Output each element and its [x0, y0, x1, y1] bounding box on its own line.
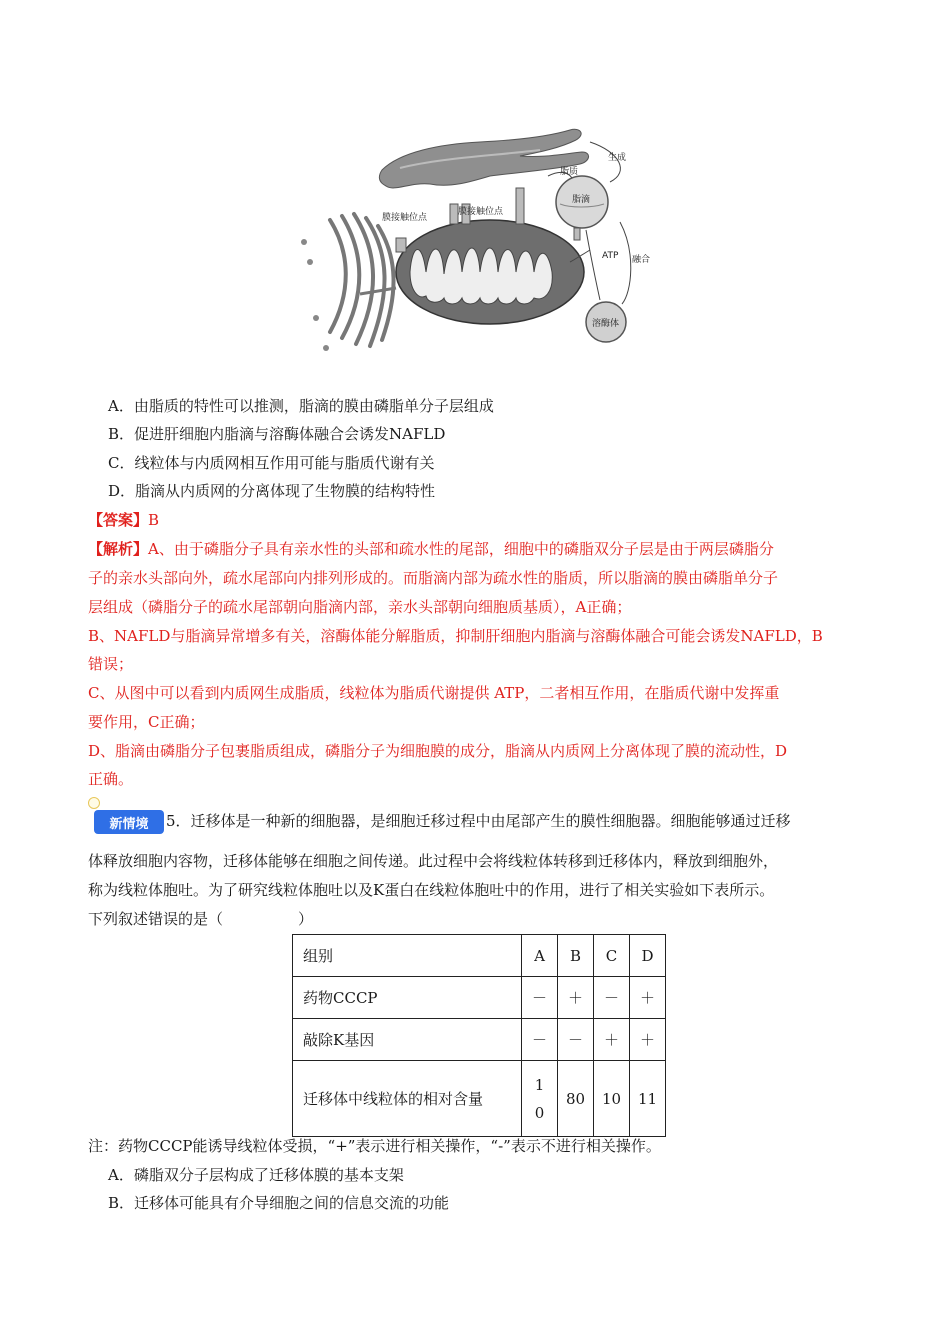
- table-row: [293, 1061, 666, 1137]
- analysis-line-3: 层组成（磷脂分子的疏水尾部朝向脂滴内部，亲水头部朝向细胞质基质），A正确；: [88, 598, 632, 616]
- analysis-label: 【解析】: [88, 540, 149, 558]
- q5-option-a: A．磷脂双分子层构成了迁移体膜的基本支架: [108, 1166, 404, 1184]
- answer-value: B: [148, 511, 160, 529]
- new-context-badge: 新情境: [94, 810, 164, 834]
- q4-option-c: C．线粒体与内质网相互作用可能与脂质代谢有关: [108, 454, 435, 472]
- label-atp: ATP: [602, 251, 619, 261]
- table-header-cell: A: [522, 935, 558, 977]
- analysis-line-1: [88, 539, 774, 559]
- endoplasmic-reticulum-shape: [379, 129, 588, 188]
- answer-line: [88, 510, 159, 530]
- analysis-line-2: 子的亲水头部向外，疏水尾部向内排列形成的。而脂滴内部为疏水性的脂质，所以脂滴的膜由磷脂单分子: [88, 569, 779, 587]
- table-header-cell: 组别: [293, 935, 522, 977]
- table-row: [293, 1019, 666, 1061]
- label-contact-right: 膜接触位点: [458, 207, 504, 217]
- q5-stem-line-4: 下列叙述错误的是（ ）: [88, 910, 314, 928]
- q4-option-b: B．促进肝细胞内脂滴与溶酶体融合会诱发NAFLD: [108, 425, 446, 443]
- q5-stem-line-2: 体释放细胞内容物，迁移体能够在细胞之间传递。此过程中会将线粒体转移到迁移体内，释放到细胞外，: [88, 852, 779, 870]
- experiment-table: [292, 934, 666, 1137]
- label-droplet: 脂滴: [572, 195, 591, 205]
- label-fusion: 融合: [632, 255, 651, 265]
- analysis-line-4: B、NAFLD与脂滴异常增多有关，溶酶体能分解脂质，抑制肝细胞内脂滴与溶酶体融合可能会诱发NAFLD，B: [88, 627, 823, 645]
- table-cell: 药物CCCP: [293, 977, 522, 1019]
- q5-note: 注：药物CCCP能诱导线粒体受损，“+”表示进行相关操作，“-”表示不进行相关操作。: [88, 1137, 661, 1155]
- badge-marker-icon: [88, 797, 100, 809]
- table-cell: 10: [594, 1061, 630, 1137]
- table-cell: ＋: [630, 977, 666, 1019]
- table-header-cell: B: [558, 935, 594, 977]
- table-row: [293, 935, 666, 977]
- analysis-line-6: C、从图中可以看到内质网生成脂质，线粒体为脂质代谢提供 ATP，二者相互作用，在脂质代谢中发挥重: [88, 684, 780, 702]
- analysis-line-7: 要作用，C正确；: [88, 713, 205, 731]
- analysis-line-8: D、脂滴由磷脂分子包裹脂质组成，磷脂分子为细胞膜的成分，脂滴从内质网上分离体现了膜的流动性，D: [88, 742, 788, 760]
- q5-option-b: B．迁移体可能具有介导细胞之间的信息交流的功能: [108, 1194, 450, 1212]
- q5-stem-line-1: 5．迁移体是一种新的细胞器，是细胞迁移过程中由尾部产生的膜性细胞器。细胞能够通过迁移: [166, 812, 791, 830]
- table-cell: 迁移体中线粒体的相对含量: [293, 1061, 522, 1137]
- table-cell: ＋: [558, 977, 594, 1019]
- answer-label: 【答案】: [88, 511, 149, 529]
- q5-stem-line-3: 称为线粒体胞吐。为了研究线粒体胞吐以及K蛋白在线粒体胞吐中的作用，进行了相关实验如下表所示。: [88, 881, 775, 899]
- table-cell: 80: [558, 1061, 594, 1137]
- organelle-diagram: [290, 122, 670, 372]
- table-header-cell: D: [630, 935, 666, 977]
- analysis-text: A、由于磷脂分子具有亲水性的头部和疏水性的尾部，细胞中的磷脂双分子层是由于两层磷脂分: [148, 540, 774, 558]
- table-cell: －: [522, 1019, 558, 1061]
- label-generate: 生成: [608, 153, 627, 163]
- table-cell: ＋: [630, 1019, 666, 1061]
- table-cell: 11: [630, 1061, 666, 1137]
- table-cell: －: [558, 1019, 594, 1061]
- q4-option-a: A．由脂质的特性可以推测，脂滴的膜由磷脂单分子层组成: [108, 397, 494, 415]
- label-contact-left: 膜接触位点: [382, 213, 428, 223]
- label-lysosome: 溶酶体: [592, 319, 620, 329]
- analysis-line-9: 正确。: [88, 770, 134, 788]
- table-cell: ＋: [594, 1019, 630, 1061]
- label-lipid: 脂质: [560, 167, 579, 177]
- golgi-apparatus-shape: [330, 214, 394, 346]
- q4-option-d: D．脂滴从内质网的分离体现了生物膜的结构特性: [108, 482, 436, 500]
- table-cell: [522, 1061, 558, 1137]
- narrow-value: 10: [534, 1075, 545, 1122]
- table-cell: －: [594, 977, 630, 1019]
- table-cell: 敲除K基因: [293, 1019, 522, 1061]
- analysis-line-5: 错误；: [88, 655, 134, 673]
- table-header-cell: C: [594, 935, 630, 977]
- table-cell: －: [522, 977, 558, 1019]
- table-row: [293, 977, 666, 1019]
